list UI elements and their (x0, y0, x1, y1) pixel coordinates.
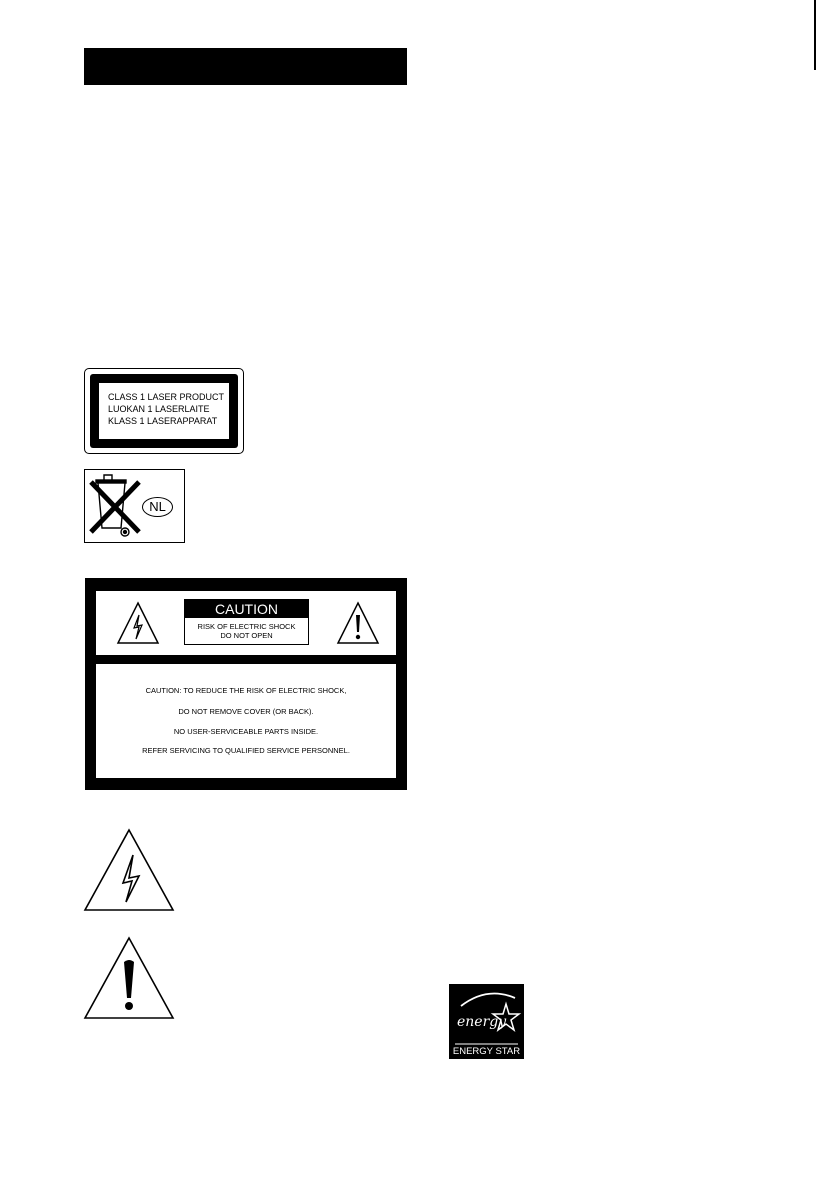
energy-star-label: ENERGY STAR (452, 1046, 521, 1057)
section-title-bar (84, 48, 407, 85)
caution-instructions (96, 664, 396, 778)
caution-sub-line: DO NOT OPEN (220, 631, 273, 640)
weee-recycling-symbol (84, 469, 185, 543)
lightning-warning-icon (116, 601, 160, 645)
caution-box (184, 599, 309, 645)
crossed-bin-icon (87, 470, 147, 542)
laser-label-text (99, 383, 229, 439)
laser-label-line: KLASS 1 LASERAPPARAT (108, 416, 218, 426)
caution-title: CAUTION (185, 600, 308, 618)
caution-line: NO USER-SERVICEABLE PARTS INSIDE. (173, 727, 319, 736)
caution-line: DO NOT REMOVE COVER (OR BACK). (178, 707, 314, 716)
energy-star-logo (449, 984, 524, 1059)
country-badge: NL (142, 497, 173, 517)
laser-label-line: LUOKAN 1 LASERLAITE (108, 404, 210, 414)
page-edge-rule (814, 0, 816, 70)
energy-star-emblem (449, 984, 524, 1046)
caution-panel (85, 578, 407, 790)
energy-script-text: energy (457, 1014, 507, 1030)
laser-label-line: CLASS 1 LASER PRODUCT (108, 392, 225, 402)
caution-header (96, 591, 396, 655)
caution-line: CAUTION: TO REDUCE THE RISK OF ELECTRIC SHOCK, (145, 686, 347, 695)
exclamation-warning-icon (336, 601, 380, 645)
caution-sub-line: RISK OF ELECTRIC SHOCK (197, 622, 296, 631)
exclamation-warning-icon (83, 936, 175, 1020)
caution-line: REFER SERVICING TO QUALIFIED SERVICE PERSONNEL. (142, 746, 350, 755)
lightning-warning-icon (83, 828, 175, 912)
caution-subtitle (185, 618, 308, 640)
laser-product-label (84, 368, 244, 454)
